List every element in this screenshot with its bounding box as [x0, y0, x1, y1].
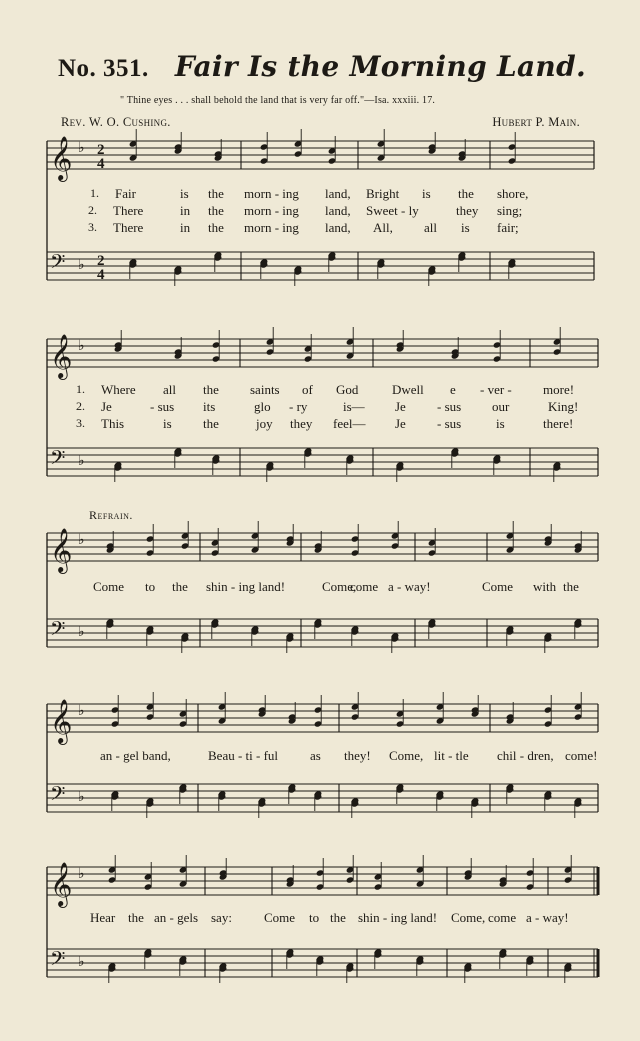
lyric: they! — [344, 748, 371, 763]
lyric: lit - tle — [434, 748, 469, 763]
verse-3-line-1 — [0, 220, 640, 236]
lyric: morn - ing — [244, 220, 299, 235]
flat-key-signature: ♭ — [78, 789, 85, 805]
verse-1-line-2 — [0, 382, 640, 398]
lyric: come — [350, 579, 379, 594]
lyric: the — [128, 910, 144, 925]
flat-key-signature: ♭ — [78, 257, 85, 273]
lyric: land, — [325, 220, 351, 235]
lyric: Bright — [366, 186, 400, 201]
flat-key-signature: ♭ — [78, 140, 85, 156]
lyric: shin - ing land! — [358, 910, 438, 925]
flat-key-signature: ♭ — [78, 866, 85, 882]
lyric: they — [290, 416, 313, 431]
lyric: saints — [250, 382, 280, 397]
lyric: more! — [543, 382, 575, 397]
lyric: an - gels — [154, 910, 199, 925]
flat-key-signature: ♭ — [78, 624, 85, 640]
verse-number: 2. — [88, 203, 97, 217]
lyric: the — [563, 579, 579, 594]
lyric: There — [113, 203, 144, 218]
bass-clef: 𝄢 — [50, 782, 66, 810]
lyric: with — [533, 579, 557, 594]
time-signature-top: 2 — [97, 142, 105, 158]
bass-clef: 𝄢 — [50, 617, 66, 645]
time-signature-top: 2 — [97, 253, 105, 269]
lyric: Je — [101, 399, 112, 414]
lyric: All, — [373, 220, 393, 235]
lyric: There — [113, 220, 144, 235]
refrain-line-3 — [0, 910, 640, 926]
lyric: Dwell — [392, 382, 424, 397]
lyric: is — [422, 186, 431, 201]
refrain-line-1 — [0, 579, 640, 595]
bass-clef: 𝄢 — [50, 947, 66, 975]
lyric: the — [208, 220, 224, 235]
time-signature-bottom: 4 — [97, 156, 105, 172]
verse-number: 1. — [76, 382, 85, 396]
lyric: a - way! — [388, 579, 431, 594]
verse-number: 1. — [90, 186, 99, 200]
lyric: - ver - — [480, 382, 512, 397]
treble-clef: 𝄞 — [50, 699, 73, 743]
flat-key-signature: ♭ — [78, 954, 85, 970]
lyric: Je — [395, 399, 406, 414]
scripture-epigraph: " Thine eyes . . . shall behold the land that is very far off."—Isa. xxxiii. 17. — [120, 95, 436, 106]
lyric: an - gel band, — [100, 748, 171, 763]
lyric: Where — [101, 382, 136, 397]
lyric: come! — [565, 748, 598, 763]
lyric: God — [336, 382, 359, 397]
lyric: is — [163, 416, 172, 431]
hymn-title: Fair Is the Morning Land. — [174, 50, 587, 83]
lyric: the — [458, 186, 474, 201]
lyric: Beau - ti - ful — [208, 748, 279, 763]
lyric: Come, — [322, 579, 357, 594]
lyric: land, — [325, 203, 351, 218]
lyric: e — [450, 382, 456, 397]
author-credit: Rev. W. O. Cushing. — [61, 115, 171, 129]
lyric: shin - ing land! — [206, 579, 286, 594]
lyric: they — [456, 203, 479, 218]
lyric: is — [461, 220, 470, 235]
lyric: there! — [543, 416, 574, 431]
lyric: the — [172, 579, 188, 594]
lyric: chil - dren, — [497, 748, 554, 763]
lyric: glo — [254, 399, 271, 414]
lyric: Sweet - ly — [366, 203, 419, 218]
lyric: in — [180, 203, 191, 218]
hymn-number: No. 351. — [58, 55, 149, 82]
lyric: in — [180, 220, 191, 235]
lyric: fair; — [497, 220, 519, 235]
verse-number: 2. — [76, 399, 85, 413]
lyric: joy — [256, 416, 273, 431]
refrain-label: Refrain. — [89, 508, 133, 522]
lyric: Come, — [451, 910, 486, 925]
lyric: the — [330, 910, 346, 925]
lyric: morn - ing — [244, 203, 299, 218]
flat-key-signature: ♭ — [78, 453, 85, 469]
lyric: our — [492, 399, 510, 414]
lyric: shore, — [497, 186, 529, 201]
verse-number: 3. — [76, 416, 85, 430]
lyric: the — [203, 416, 219, 431]
lyric: is — [180, 186, 189, 201]
bass-clef: 𝄢 — [50, 446, 66, 474]
lyric: Come, — [389, 748, 424, 763]
lyric: Come — [482, 579, 514, 594]
lyric: to — [145, 579, 156, 594]
verse-2-line-2 — [0, 399, 640, 415]
lyric: say: — [211, 910, 232, 925]
lyric: a - way! — [526, 910, 569, 925]
refrain-line-2 — [0, 748, 640, 764]
lyric: feel— — [333, 416, 366, 431]
lyric: morn - ing — [244, 186, 299, 201]
lyric: of — [302, 382, 313, 397]
lyric: - sus — [437, 416, 462, 431]
verse-number: 3. — [88, 220, 97, 234]
verse-1-line-1 — [0, 186, 640, 202]
lyric: Hear — [90, 910, 116, 925]
verse-2-line-1 — [0, 203, 640, 219]
lyric: - sus — [150, 399, 175, 414]
lyric: Come — [93, 579, 125, 594]
composer-credit: Hubert P. Main. — [492, 115, 580, 129]
flat-key-signature: ♭ — [78, 703, 85, 719]
lyric: - ry — [289, 399, 308, 414]
time-signature-bottom: 4 — [97, 267, 105, 283]
lyric: all — [163, 382, 176, 397]
lyric: - sus — [437, 399, 462, 414]
lyric: sing; — [497, 203, 523, 218]
lyric: land, — [325, 186, 351, 201]
lyric: as — [310, 748, 321, 763]
lyric: the — [208, 203, 224, 218]
lyric: to — [309, 910, 320, 925]
bass-clef: 𝄢 — [50, 250, 66, 278]
lyric: all — [424, 220, 437, 235]
lyric: King! — [548, 399, 579, 414]
lyric: the — [208, 186, 224, 201]
lyric: come — [488, 910, 517, 925]
lyric: Fair — [115, 186, 136, 201]
treble-clef: 𝄞 — [50, 334, 73, 378]
lyric: is— — [343, 399, 365, 414]
lyric: its — [203, 399, 216, 414]
lyric: Come — [264, 910, 296, 925]
treble-clef: 𝄞 — [50, 136, 73, 180]
treble-clef: 𝄞 — [50, 862, 73, 906]
verse-3-line-2 — [0, 416, 640, 432]
flat-key-signature: ♭ — [78, 338, 85, 354]
lyric: This — [101, 416, 125, 431]
flat-key-signature: ♭ — [78, 532, 85, 548]
treble-clef: 𝄞 — [50, 528, 73, 572]
lyric: is — [496, 416, 505, 431]
lyric: Je — [395, 416, 406, 431]
lyric: the — [203, 382, 219, 397]
